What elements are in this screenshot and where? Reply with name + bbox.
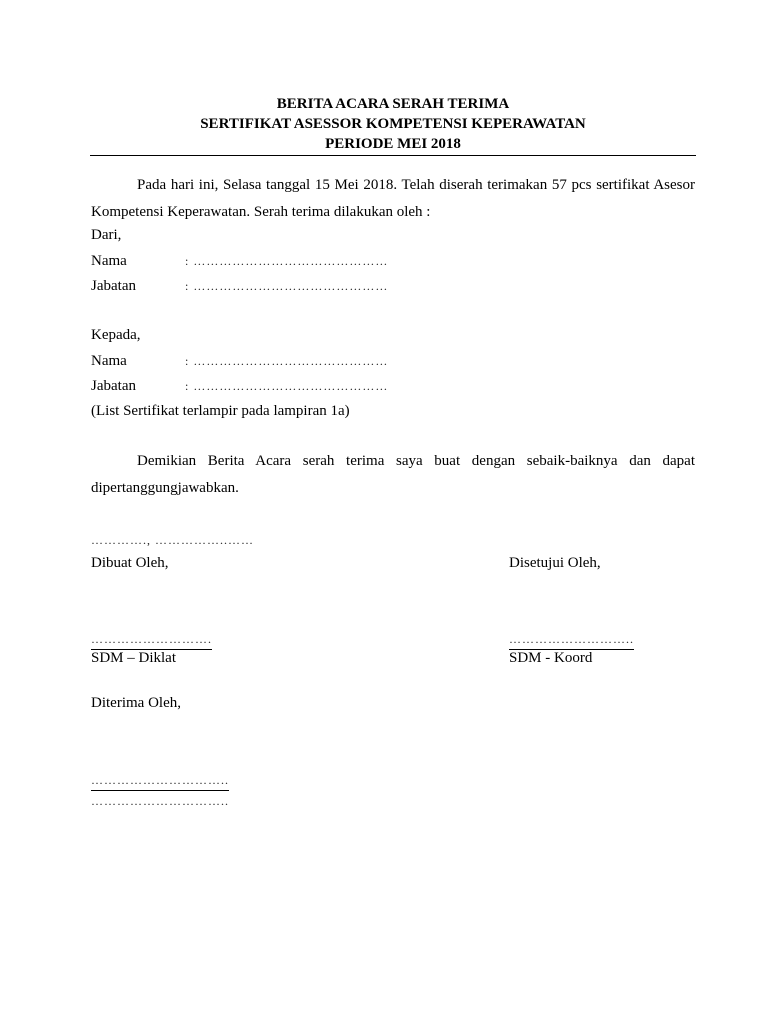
attachment-note: (List Sertifikat terlampir pada lampiran 1a) xyxy=(91,403,350,419)
document-title: BERITA ACARA SERAH TERIMA xyxy=(276,96,510,112)
approved-by-signature-line: ……………………….. xyxy=(509,630,634,650)
made-by-role: SDM – Diklat xyxy=(91,650,177,666)
approved-by-role: SDM - Koord xyxy=(509,650,593,666)
to-name-label: Nama xyxy=(91,353,127,369)
made-by-label: Dibuat Oleh, xyxy=(91,555,169,571)
from-name-label: Nama xyxy=(91,253,127,269)
from-position-label: Jabatan xyxy=(91,278,136,294)
document-period: PERIODE MEI 2018 xyxy=(325,136,461,152)
header-rule xyxy=(90,155,696,156)
received-by-role: ………………………….. xyxy=(91,794,229,808)
received-by-label: Diterima Oleh, xyxy=(91,695,181,711)
from-name-field: : ……………………………………… xyxy=(185,254,389,268)
to-name-field: : ……………………………………… xyxy=(185,354,389,368)
from-heading: Dari, xyxy=(91,227,122,243)
made-by-signature-line: ………………………. xyxy=(91,630,212,650)
document-subtitle: SERTIFIKAT ASESSOR KOMPETENSI KEPERAWATAN xyxy=(200,116,586,132)
received-by-signature-line: ………………………….. xyxy=(91,771,229,791)
approved-by-label: Disetujui Oleh, xyxy=(509,555,601,571)
place-date-field: …………., ……………..…… xyxy=(91,533,254,547)
from-position-field: : ……………………………………… xyxy=(185,279,389,293)
to-position-label: Jabatan xyxy=(91,378,136,394)
closing-paragraph: Demikian Berita Acara serah terima saya buat dengan sebaik-baiknya dan dapat dipertanggungjawabkan. xyxy=(91,453,695,496)
to-position-field: : ……………………………………… xyxy=(185,379,389,393)
to-heading: Kepada, xyxy=(91,327,141,343)
intro-paragraph: Pada hari ini, Selasa tanggal 15 Mei 2018. Telah diserah terimakan 57 pcs sertifikat Asesor Kompetensi Keperawatan. Serah terima dilakukan oleh : xyxy=(91,177,695,220)
